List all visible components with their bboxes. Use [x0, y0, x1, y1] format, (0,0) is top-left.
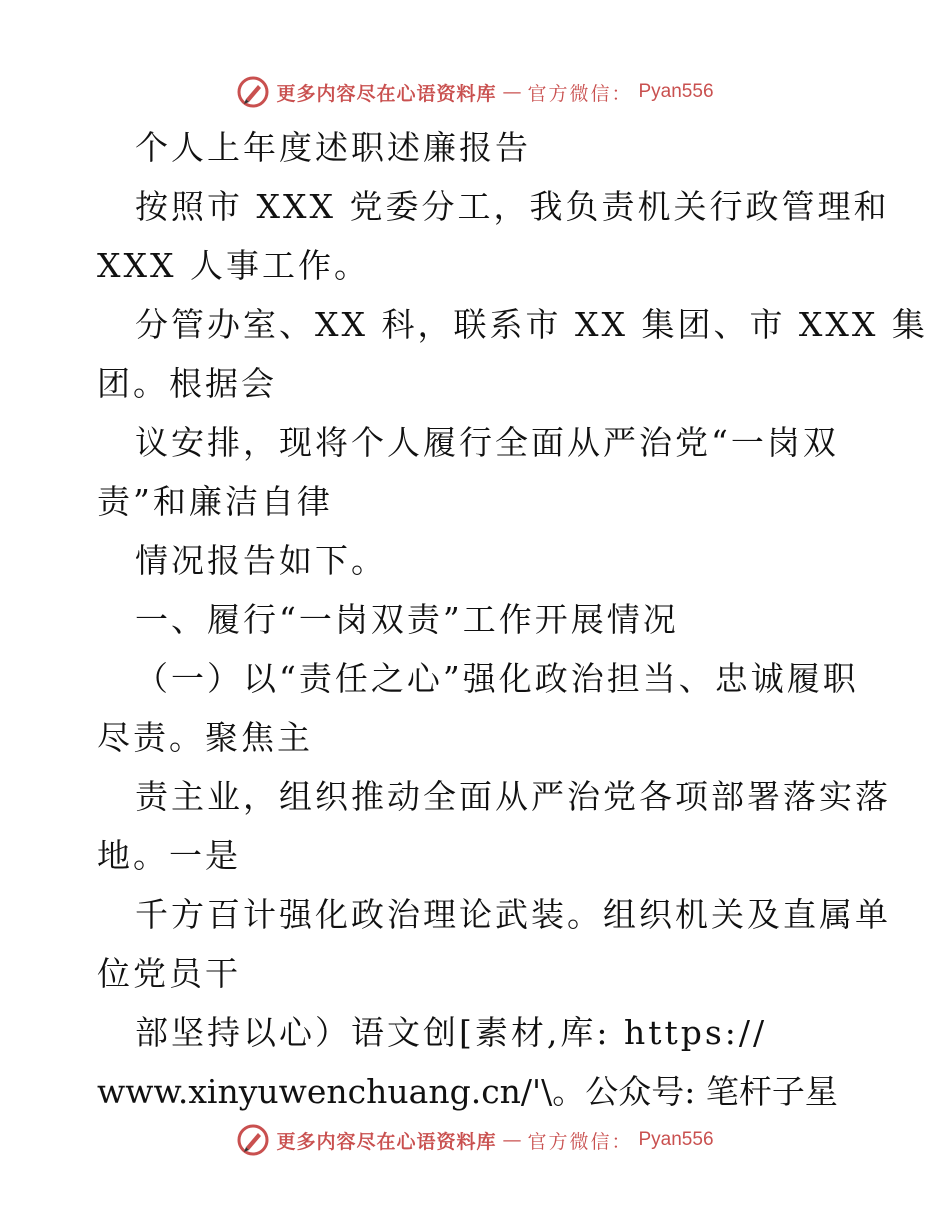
- header-watermark-banner: [0, 72, 950, 112]
- text-line: 议安排，现将个人履行全面从严治党“一岗双: [135, 423, 839, 462]
- text-line: 位党员干: [97, 954, 241, 993]
- section-heading: 一、履行“一岗双责”工作开展情况: [135, 600, 679, 639]
- banner-separator: —: [502, 81, 522, 103]
- text-line: 团。根据会: [97, 364, 277, 403]
- pen-logo-icon: [236, 75, 270, 109]
- footer-watermark-banner: [0, 1120, 950, 1160]
- text-line: 责主业，组织推动全面从严治党各项部署落实落: [135, 777, 891, 816]
- banner-title: 更多内容尽在心语资料库: [276, 82, 497, 105]
- text-line: 按照市 XXX 党委分工，我负责机关行政管理和: [135, 187, 890, 226]
- banner-wechat-id: Pyan556: [638, 81, 714, 102]
- text-line: www.xinyuwenchuang.cn/'\。公众号: 笔杆子星: [97, 1072, 838, 1111]
- banner-wechat-label: 官方微信：: [527, 82, 633, 105]
- text-line: 情况报告如下。: [135, 541, 387, 580]
- text-line: 分管办室、XX 科，联系市 XX 集团、市 XXX 集: [135, 305, 928, 344]
- banner-separator: —: [502, 1129, 522, 1151]
- document-body: [97, 118, 928, 1121]
- text-line: 部坚持以心）语文创[素材,库: https://: [135, 1013, 768, 1052]
- text-line: 责”和廉洁自律: [97, 482, 333, 521]
- banner-wechat-id: Pyan556: [638, 1129, 714, 1150]
- text-line: XXX 人事工作。: [97, 246, 370, 285]
- banner-content: [236, 1123, 713, 1157]
- banner-wechat-label: 官方微信：: [527, 1130, 633, 1153]
- pen-logo-icon: [236, 1123, 270, 1157]
- text-line: 地。一是: [97, 836, 241, 875]
- banner-content: [236, 75, 713, 109]
- document-title: 个人上年度述职述廉报告: [135, 128, 531, 167]
- text-line: 尽责。聚焦主: [97, 718, 313, 757]
- banner-title: 更多内容尽在心语资料库: [276, 1130, 497, 1153]
- text-line: 千方百计强化政治理论武装。组织机关及直属单: [135, 895, 891, 934]
- subsection-heading: （一）以“责任之心”强化政治担当、忠诚履职: [135, 659, 859, 698]
